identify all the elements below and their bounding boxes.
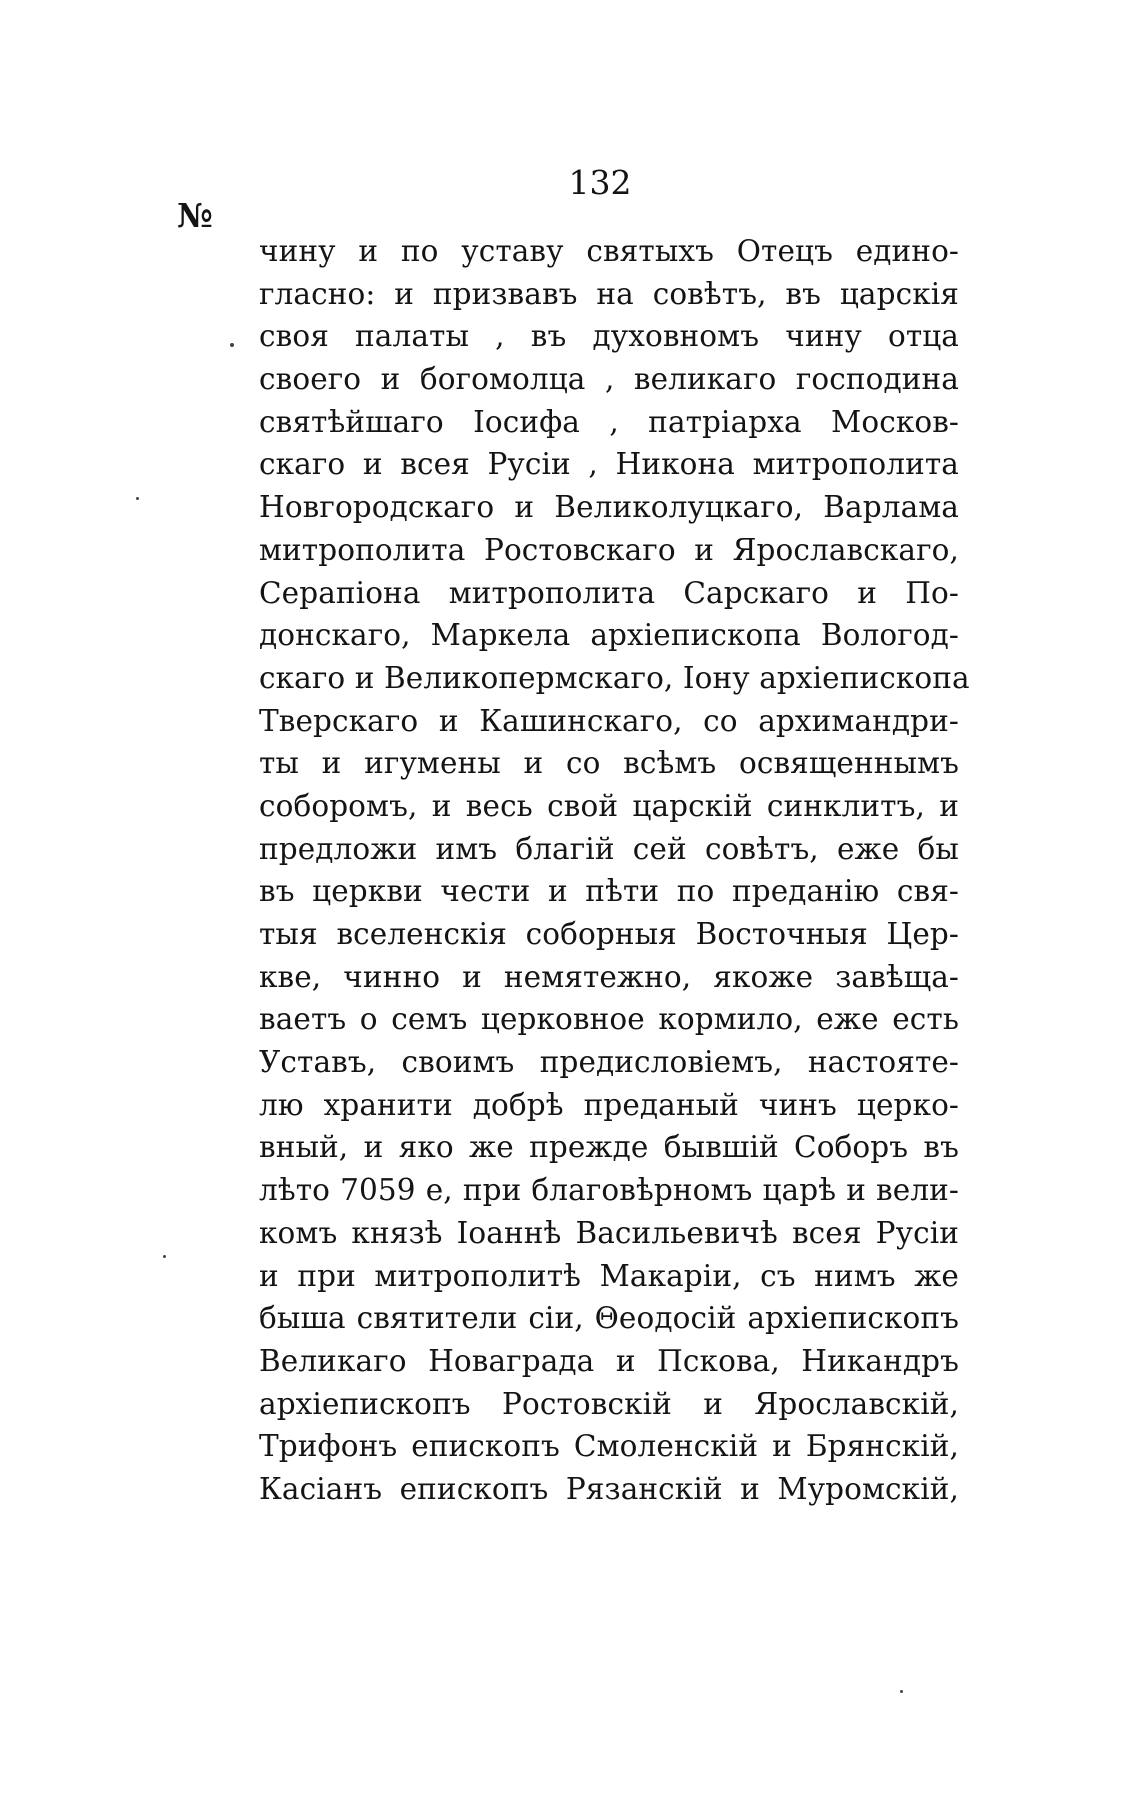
print-speck <box>230 343 234 347</box>
body-text <box>259 230 970 1511</box>
text-line: скаго и Великопермскаго, Іону архіепископа <box>259 660 970 695</box>
text-line: донскаго, Маркела архіепископа Вологод- <box>259 618 959 653</box>
text-line: предложи имъ благій сей совѣтъ, еже бы <box>259 831 959 866</box>
text-line: своего и богомолца , великаго господина <box>259 362 959 397</box>
marginal-number-sign: № <box>177 196 213 235</box>
text-line: Великаго Новаграда и Пскова, Никандръ <box>259 1343 959 1378</box>
print-speck <box>900 1690 903 1693</box>
print-speck <box>136 497 139 500</box>
text-line: быша святители сіи, Θеодосій архіепископъ <box>259 1301 959 1336</box>
text-line: лю хранити добрѣ преданый чинъ церко- <box>259 1087 959 1122</box>
text-line: чину и по уставу святыхъ Отецъ едино- <box>259 234 959 268</box>
text-line: ваетъ о семъ церковное кормило, еже есть <box>259 1002 959 1037</box>
text-line: въ церкви чести и пѣти по преданію свя- <box>259 874 959 909</box>
text-line: вный, и яко же прежде бывшій Соборъ въ <box>259 1130 959 1165</box>
page-number: 132 <box>568 163 632 202</box>
text-line: и при митрополитѣ Макаріи, съ нимъ же <box>259 1258 959 1293</box>
text-line: Касіанъ епископъ Рязанскій и Муромскій, <box>259 1471 959 1506</box>
text-line: лѣто 7059 е, при благовѣрномъ царѣ и вели- <box>259 1173 959 1208</box>
text-line: митрополита Ростовскаго и Ярославскаго, <box>259 532 959 567</box>
text-line: Трифонъ епископъ Смоленскій и Брянскій, <box>259 1429 959 1464</box>
text-line: Тверскаго и Кашинскаго, со архимандри- <box>259 703 959 738</box>
text-line: ты и игумены и со всѣмъ освященнымъ <box>259 746 959 781</box>
text-line: Новгородскаго и Великолуцкаго, Варлама <box>259 490 959 525</box>
text-line: Уставъ, своимъ предисловіемъ, настояте- <box>259 1045 959 1080</box>
text-line: святѣйшаго Іосифа , патріарха Москов- <box>259 404 959 439</box>
text-line: своя палаты , въ духовномъ чину отца <box>259 319 959 354</box>
text-line: скаго и всея Русіи , Никона митрополита <box>259 447 959 482</box>
text-line: соборомъ, и весь свой царскій синклитъ, и <box>259 788 959 823</box>
text-line: гласно: и призвавъ на совѣтъ, въ царскія <box>259 276 959 311</box>
text-line: архіепископъ Ростовскій и Ярославскій, <box>259 1386 959 1421</box>
text-line: тыя вселенскія соборныя Восточныя Цер- <box>259 917 959 951</box>
text-line: Серапіона митрополита Сарскаго и По- <box>259 575 959 610</box>
text-line: комъ князѣ Іоаннѣ Васильевичѣ всея Русіи <box>259 1215 959 1250</box>
print-speck <box>163 1255 166 1258</box>
text-line: кве, чинно и немятежно, якоже завѣща- <box>259 959 959 994</box>
